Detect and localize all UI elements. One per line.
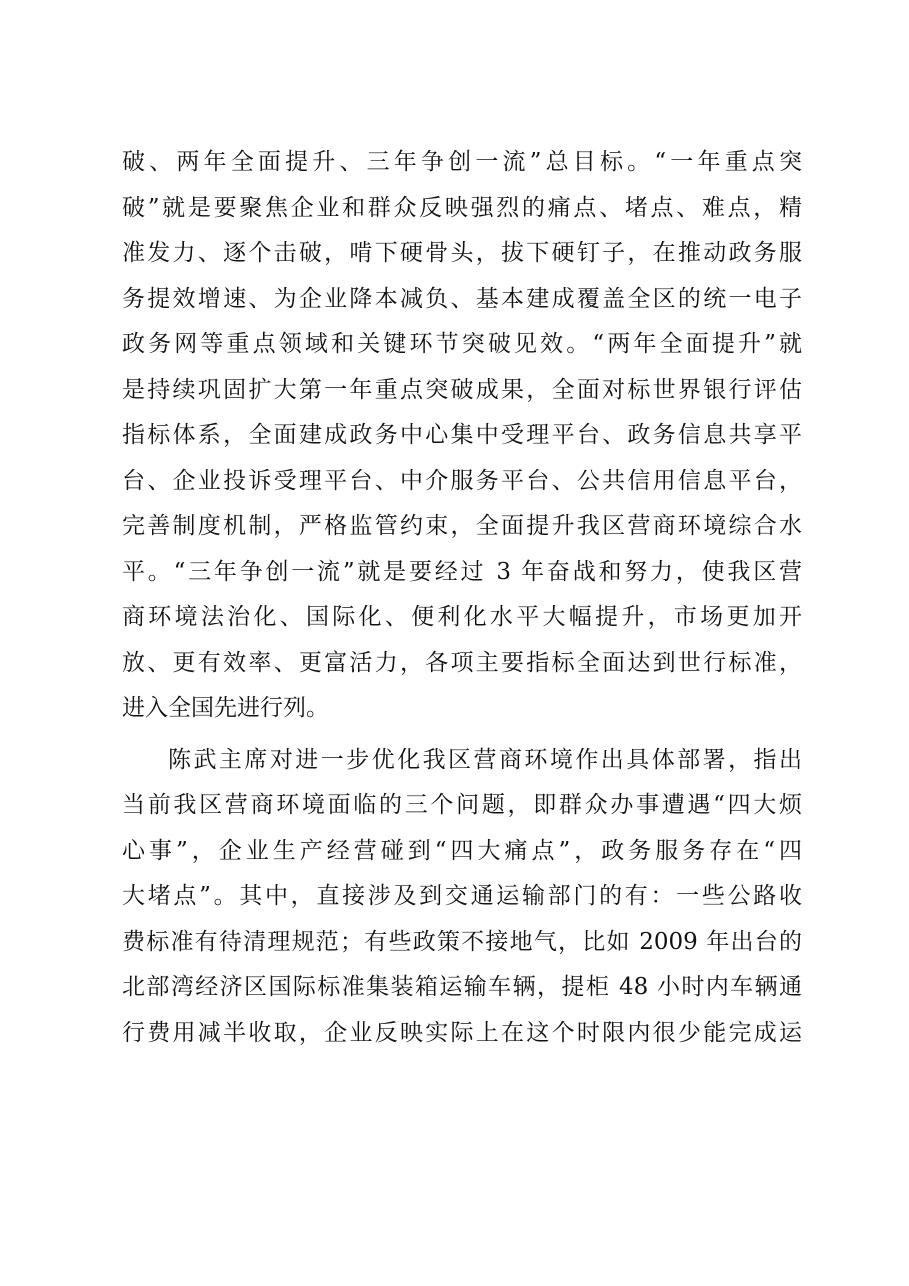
text-line: 准发力、逐个击破，啃下硬骨头，拔下硬钉子，在推动政务服 <box>122 240 802 266</box>
text-line: 破”就是要聚焦企业和群众反映强烈的痛点、堵点、难点，精 <box>122 194 802 221</box>
text-line: 台、企业投诉受理平台、中介服务平台、公共信用信息平台， <box>122 467 802 494</box>
text-line: 大堵点”。其中，直接涉及到交通运输部门的有：一些公路收 <box>122 883 802 909</box>
text-line: 心事”，企业生产经营碰到“四大痛点”，政务服务存在“四 <box>122 837 802 864</box>
text-line: 平。“三年争创一流”就是要经过 3 年奋战和努力，使我区营 <box>122 558 802 585</box>
text-line: 政务网等重点领域和关键环节突破见效。“两年全面提升”就 <box>122 331 802 357</box>
body-text <box>122 140 802 1056</box>
text-line: 费标准有待清理规范；有些政策不接地气，比如 2009 年出台的 <box>122 928 802 955</box>
text-line: 行费用减半收取，企业反映实际上在这个时限内很少能完成运 <box>122 1019 802 1046</box>
text-line: 陈武主席对进一步优化我区营商环境作出具体部署，指出 <box>168 746 802 773</box>
text-line: 北部湾经济区国际标准集装箱运输车辆，提柜 48 小时内车辆通 <box>122 974 802 1000</box>
paragraph-2 <box>122 738 802 1057</box>
text-line: 进入全国先进行列。 <box>122 695 329 721</box>
text-line: 完善制度机制，严格监管约束，全面提升我区营商环境综合水 <box>122 513 802 539</box>
text-line: 指标体系，全面建成政务中心集中受理平台、政务信息共享平 <box>122 422 802 448</box>
text-line: 破、两年全面提升、三年争创一流”总目标。“一年重点突 <box>122 149 802 175</box>
text-line: 务提效增速、为企业降本减负、基本建成覆盖全区的统一电子 <box>122 285 802 312</box>
text-line: 当前我区营商环境面临的三个问题，即群众办事遭遇“四大烦 <box>122 792 802 818</box>
paragraph-1 <box>122 140 802 732</box>
text-line: 放、更有效率、更富活力，各项主要指标全面达到世行标准， <box>122 649 802 676</box>
text-line: 商环境法治化、国际化、便利化水平大幅提升，市场更加开 <box>122 604 802 630</box>
text-line: 是持续巩固扩大第一年重点突破成果，全面对标世界银行评估 <box>122 376 802 403</box>
